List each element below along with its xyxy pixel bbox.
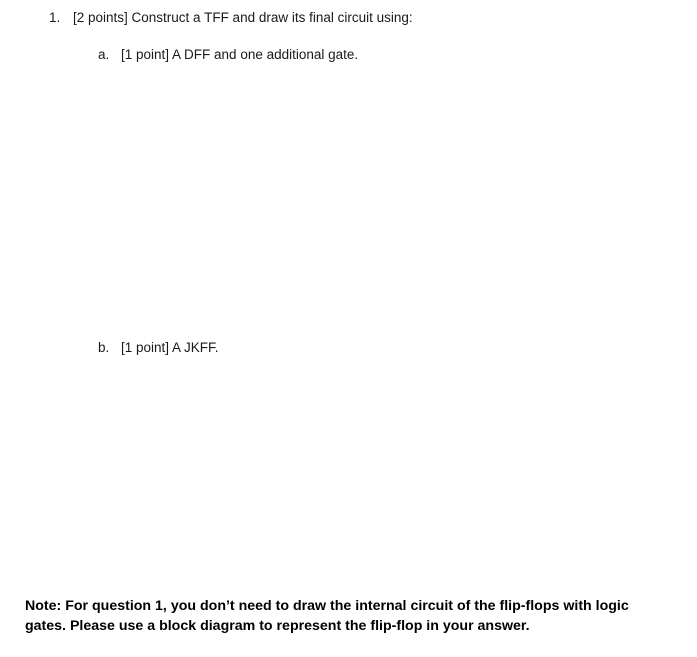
- part-b-text: [1 point] A JKFF.: [121, 340, 219, 355]
- question-part-b: [98, 339, 219, 357]
- question-part-a: [98, 46, 358, 64]
- note-line-2: gates. Please use a block diagram to represent the flip-flop in your answer.: [25, 618, 530, 634]
- note-paragraph: [25, 596, 665, 636]
- question-text: [2 points] Construct a TFF and draw its final circuit using:: [73, 10, 413, 25]
- question-1: [49, 9, 413, 27]
- part-a-label: a.: [98, 47, 110, 62]
- note-line-1: Note: For question 1, you don’t need to draw the internal circuit of the flip-flops with logic: [25, 598, 629, 614]
- question-number: 1.: [49, 10, 61, 25]
- part-a-text: [1 point] A DFF and one additional gate.: [121, 47, 359, 62]
- part-b-label: b.: [98, 340, 110, 355]
